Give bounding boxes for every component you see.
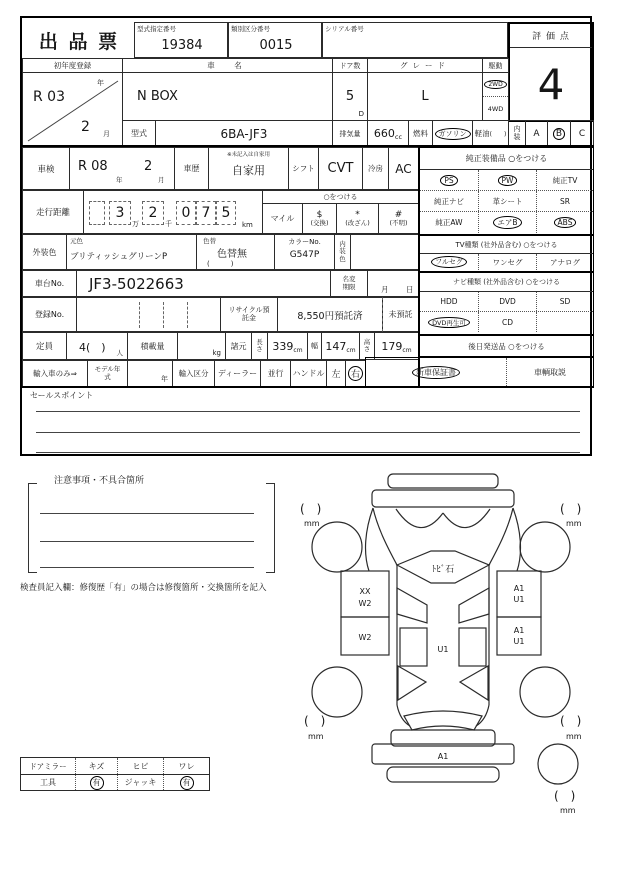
inspector-note: 検査員記入欄：修復歴「有」の場合は修復箇所・交換箇所を記入 xyxy=(20,583,267,593)
odometer-digit: 7 xyxy=(196,201,216,225)
odometer-digit: 0 xyxy=(176,201,196,225)
capacity-label: 定員 xyxy=(22,332,67,360)
first-reg-cell xyxy=(22,72,123,147)
equip-ps: PS xyxy=(440,175,457,186)
chassis-label: 車台No. xyxy=(22,270,77,297)
reg-no-divider xyxy=(163,302,164,328)
import-model-year-cell xyxy=(127,360,173,387)
navi-dvd: DVD xyxy=(478,292,536,311)
classification-value: 0015 xyxy=(259,38,293,53)
mileage-mark-exchange xyxy=(302,203,337,234)
tire-front-right xyxy=(520,522,570,572)
import-model-year-label: モデル年式 xyxy=(94,365,121,381)
fuel-diesel-cell xyxy=(472,120,509,147)
first-reg-month: 2 xyxy=(81,119,90,135)
interior-grade-label: 内装 xyxy=(513,124,521,141)
tread-paren-spare: ( ) xyxy=(554,789,576,803)
fuel-label: 燃料 xyxy=(408,120,433,147)
model-designation-label: 型式指定番号 xyxy=(137,25,176,33)
handle-right: 右 xyxy=(348,366,363,381)
tv-type-box xyxy=(419,235,594,272)
tread-paren-rr: ( ) xyxy=(560,714,582,728)
legend-tools-label: 工具 xyxy=(40,778,56,787)
color-change-paren: ( ) xyxy=(207,260,234,268)
recycle-label-cell xyxy=(220,297,278,332)
history-label: 車歴 xyxy=(174,147,209,190)
equip-pw: PW xyxy=(498,175,518,186)
mileage-mark-header: ○をつける xyxy=(262,190,419,204)
equip-tv: 純正TV xyxy=(536,170,593,190)
legend-ware: ワレ xyxy=(163,758,209,774)
writing-line xyxy=(36,452,580,453)
tread-unit-fl: mm xyxy=(304,519,320,528)
reg-no-boxes xyxy=(76,297,221,332)
navi-hdd: HDD xyxy=(440,297,458,306)
main-form-table xyxy=(20,16,592,456)
dims-unit: cm xyxy=(402,346,412,354)
score-value: 4 xyxy=(537,59,565,109)
dims-label: 諸元 xyxy=(225,332,252,360)
drive-2wd: 2WD xyxy=(484,80,506,89)
fuel-diesel: 軽油 xyxy=(474,129,490,138)
damage-windshield: ﾄﾋﾞ石 xyxy=(431,565,455,575)
int-color-label: 内装色 xyxy=(339,240,346,263)
classification-label: 類別区分番号 xyxy=(231,25,270,33)
mark-symbol: $ xyxy=(316,209,323,220)
recycle-value: 8,550円預託済 xyxy=(277,297,383,332)
inspection-year-unit: 年 xyxy=(116,176,123,184)
first-reg-header: 初年度登録 xyxy=(22,58,123,73)
rear-bumper-lower xyxy=(387,767,499,782)
drive-cell xyxy=(482,72,509,121)
rename-deadline-label: 名変期限 xyxy=(342,275,356,291)
notes-line xyxy=(40,567,254,568)
tire-rear-left xyxy=(312,667,362,717)
import-label: 輸入車のみ⇒ xyxy=(22,360,88,387)
reg-no-label: 登録No. xyxy=(22,297,77,332)
rename-date-cell xyxy=(367,270,419,297)
damage-rr-1: A1 xyxy=(513,626,525,635)
orig-color-cell xyxy=(66,234,197,270)
tire-front-left xyxy=(312,522,362,572)
rename-day: 日 xyxy=(406,285,414,294)
reg-no-divider xyxy=(187,302,188,328)
model-code-value: 6BA-JF3 xyxy=(155,120,333,147)
equip-leather: 革シート xyxy=(478,191,536,211)
writing-line xyxy=(36,411,580,412)
notes-line xyxy=(40,513,254,514)
recycle-alt: 未預託 xyxy=(382,297,419,332)
equip-sr: SR xyxy=(536,191,593,211)
color-no-value: G547P xyxy=(289,250,320,260)
mileage-mark-mile: マイル xyxy=(262,203,303,234)
mirror-tools-legend xyxy=(20,757,210,791)
recycle-label: リサイクル預託金 xyxy=(228,305,270,322)
capacity-value: 4( ) xyxy=(79,341,106,354)
first-reg-year: R 03 xyxy=(33,89,65,105)
notes-bracket-right xyxy=(266,483,275,573)
first-reg-year-unit: 年 xyxy=(97,79,104,87)
aircon-value: AC xyxy=(388,147,419,190)
dims-length-cell xyxy=(267,332,308,360)
reg-no-divider xyxy=(139,302,140,328)
import-parallel: 並行 xyxy=(260,360,291,387)
displacement-unit: cc xyxy=(394,132,403,141)
a-pillar-right xyxy=(489,508,513,565)
legend-kizu: キズ xyxy=(75,758,117,774)
legend-tools-present: 有 xyxy=(90,776,104,790)
car-name-value: N BOX xyxy=(122,72,333,121)
navi-sd: SD xyxy=(536,292,593,311)
front-bumper xyxy=(372,490,514,507)
handle-right-cell xyxy=(345,360,366,387)
color-change-cell xyxy=(196,234,275,270)
tread-unit-fr: mm xyxy=(566,519,582,528)
notes-label: 注意事項・不具合箇所 xyxy=(54,476,145,486)
import-year-unit: 年 xyxy=(161,375,168,383)
fuel-gasoline-cell xyxy=(432,120,473,147)
navi-type-box xyxy=(419,272,594,335)
tread-paren-fl: ( ) xyxy=(300,502,322,516)
doors-header: ドア数 xyxy=(332,58,368,73)
panel-front-right xyxy=(497,571,541,617)
ext-color-label: 外装色 xyxy=(22,234,67,270)
import-model-year-label-cell xyxy=(87,360,128,387)
navi-type-header: ナビ種類 (社外品含む) ○をつける xyxy=(420,273,593,292)
tv-oneseg: ワンセグ xyxy=(478,254,536,270)
odometer-sen-unit: 千 xyxy=(165,220,172,228)
dims-width-cell xyxy=(321,332,360,360)
mileage-mark-tampered xyxy=(336,203,379,234)
tire-rear-right xyxy=(520,667,570,717)
tv-analog: アナログ xyxy=(536,254,593,270)
navi-dvd-playback: DVD再生可 xyxy=(428,317,470,328)
color-change-label: 色替 xyxy=(203,237,216,245)
displacement-value: 660 xyxy=(373,127,395,140)
navi-cd: CD xyxy=(478,312,536,332)
dims-length-label: 長さ xyxy=(256,337,263,353)
odometer-man-digit: 3 xyxy=(109,201,131,225)
load-label: 積載量 xyxy=(127,332,178,360)
history-value: 自家用 xyxy=(232,164,265,177)
inspection-month: 2 xyxy=(144,159,153,174)
equipment-header: 純正装備品 ○をつける xyxy=(420,148,593,170)
interior-grade-c: C xyxy=(570,120,594,147)
inspection-year: R 08 xyxy=(78,159,108,174)
interior-grade-b: B xyxy=(553,128,565,140)
dims-width-label: 幅 xyxy=(307,332,322,360)
equip-navi: 純正ナビ xyxy=(434,196,464,206)
damage-lf-1: XX xyxy=(359,587,371,596)
chassis-value: JF3-5022663 xyxy=(76,270,331,297)
dims-length: 339 xyxy=(272,339,294,353)
dims-height-label-cell xyxy=(359,332,375,360)
history-cell xyxy=(208,147,289,190)
inspection-month-unit: 月 xyxy=(158,176,165,184)
tread-unit-spare: mm xyxy=(560,806,576,815)
doors-value: 5 xyxy=(345,89,355,104)
odometer-sen-digit: 2 xyxy=(142,201,164,225)
damage-rf-1: A1 xyxy=(513,584,525,593)
door-inner-right xyxy=(459,628,486,666)
a-pillar-left xyxy=(373,508,397,565)
capacity-unit: 人 xyxy=(116,349,123,357)
displacement-label: 排気量 xyxy=(332,120,368,147)
orig-color-value: ブリティッシュグリーンP xyxy=(70,252,168,262)
sales-point-box xyxy=(22,387,592,456)
doors-unit: D xyxy=(358,110,364,118)
aircon-label: 冷房 xyxy=(362,147,389,190)
rear-window xyxy=(404,711,482,730)
shipment-warranty: 新車保証書 xyxy=(412,366,460,379)
inspection-value-cell xyxy=(69,147,175,190)
panel-rear-right xyxy=(497,617,541,655)
car-damage-diagram xyxy=(292,468,596,818)
dims-height-cell xyxy=(374,332,419,360)
serial-label: シリアル番号 xyxy=(325,25,364,33)
tv-fullseg: フルセグ xyxy=(431,256,467,268)
color-no-label: カラーNo. xyxy=(288,238,321,246)
c-pillar-right xyxy=(460,666,488,700)
interior-grade-b-cell xyxy=(547,120,571,147)
grade-header: グレード xyxy=(367,58,483,73)
b-pillar-right xyxy=(459,588,489,623)
load-unit: kg xyxy=(212,349,221,357)
mark-caption: (不明) xyxy=(389,218,408,227)
color-no-cell xyxy=(274,234,335,270)
drive-4wd: 4WD xyxy=(487,104,504,113)
color-change-value: 色替無 xyxy=(217,249,247,260)
handle-left: 左 xyxy=(326,360,346,387)
shift-label: シフト xyxy=(288,147,319,190)
fuel-diesel-paren: ( ) xyxy=(489,131,507,138)
orig-color-label: 元色 xyxy=(70,237,83,245)
fender-right xyxy=(513,508,520,571)
fuel-gasoline: ガソリン xyxy=(435,128,471,140)
car-name-header: 車 名 xyxy=(122,58,333,73)
spare-tire xyxy=(538,744,578,784)
damage-rr-2: U1 xyxy=(513,637,525,646)
odometer-man-unit: 万 xyxy=(132,220,139,228)
interior-grade-label-cell xyxy=(508,120,526,147)
score-box xyxy=(508,22,594,122)
dims-unit: cm xyxy=(346,346,356,354)
drive-header: 駆動 xyxy=(482,58,509,73)
interior-grade-a: A xyxy=(525,120,548,147)
equip-airbag: エアB xyxy=(493,216,521,229)
inspection-label: 車検 xyxy=(22,147,70,190)
odometer-cell xyxy=(83,190,263,234)
rename-month: 月 xyxy=(381,285,389,294)
equip-abs: ABS xyxy=(554,217,577,228)
capacity-cell xyxy=(66,332,128,360)
classification-box xyxy=(228,22,322,58)
odometer-box-empty xyxy=(89,201,105,225)
form-title: 出 品 票 xyxy=(38,30,120,53)
first-reg-month-unit: 月 xyxy=(103,130,110,138)
shift-value: CVT xyxy=(318,147,363,190)
fender-left xyxy=(366,508,373,571)
damage-center: U1 xyxy=(437,645,449,654)
dims-unit: cm xyxy=(293,346,303,354)
model-code-label: 型式 xyxy=(122,120,156,147)
rename-deadline-cell xyxy=(330,270,368,297)
shipment-header: 後日発送品 ○をつける xyxy=(419,335,594,357)
legend-hibi: ヒビ xyxy=(117,758,163,774)
mileage-label: 走行距離 xyxy=(22,190,84,234)
legend-door-mirror: ドアミラー xyxy=(29,761,67,771)
score-label: 評 価 点 xyxy=(510,24,592,48)
import-dealer: ディーラー xyxy=(214,360,261,387)
import-type-label: 輸入区分 xyxy=(172,360,215,387)
mark-caption: (改ざん) xyxy=(345,218,370,227)
notes-bracket-left xyxy=(28,483,37,573)
odometer-digit: 5 xyxy=(216,201,236,225)
b-pillar-left xyxy=(397,588,427,623)
dims-height: 179 xyxy=(381,339,403,353)
damage-rf-2: U1 xyxy=(513,595,525,604)
int-color-cell xyxy=(334,234,419,270)
history-note: ※未記入は自家用 xyxy=(226,152,271,158)
c-pillar-left xyxy=(398,666,426,700)
wiper-left xyxy=(396,509,443,528)
writing-line xyxy=(36,432,580,433)
wiper-right xyxy=(443,509,490,528)
dims-width: 147 xyxy=(325,339,347,353)
dims-length-label-cell xyxy=(251,332,268,360)
tv-type-header: TV種類 (社外品含む) ○をつける xyxy=(420,236,593,254)
model-designation-value: 19384 xyxy=(161,38,203,53)
door-inner-left xyxy=(400,628,427,666)
displacement-cell xyxy=(367,120,409,147)
mileage-mark-unknown xyxy=(378,203,419,234)
doors-cell xyxy=(332,72,368,121)
sales-point-label: セールスポイント xyxy=(30,391,94,400)
shipment-manual: 車輌取説 xyxy=(506,358,593,386)
damage-lr: W2 xyxy=(358,633,372,642)
odometer-unit: km xyxy=(242,221,253,229)
tread-paren-fr: ( ) xyxy=(560,502,582,516)
shipment-row xyxy=(365,357,594,387)
tread-unit-rl: mm xyxy=(308,732,324,741)
handle-label: ハンドル xyxy=(290,360,327,387)
legend-jack-label: ジャッキ xyxy=(117,775,163,790)
tread-unit-rr: mm xyxy=(566,732,582,741)
front-bumper-top xyxy=(388,474,498,488)
equipment-box xyxy=(419,147,594,235)
legend-jack-present: 有 xyxy=(180,776,194,790)
dims-height-label: 高さ xyxy=(363,337,371,353)
mark-symbol: * xyxy=(355,209,360,220)
mark-caption: (交換) xyxy=(310,218,329,227)
tread-paren-rl: ( ) xyxy=(304,714,326,728)
serial-box xyxy=(322,22,508,58)
damage-lf-2: W2 xyxy=(358,599,372,608)
mark-symbol: # xyxy=(394,209,403,220)
model-designation-box xyxy=(134,22,228,58)
grade-value: L xyxy=(367,72,483,121)
notes-line xyxy=(40,541,254,542)
navi-empty xyxy=(536,312,593,332)
equip-aw: 純正AW xyxy=(435,218,463,227)
load-cell xyxy=(177,332,226,360)
damage-rear-bumper: A1 xyxy=(437,752,449,761)
